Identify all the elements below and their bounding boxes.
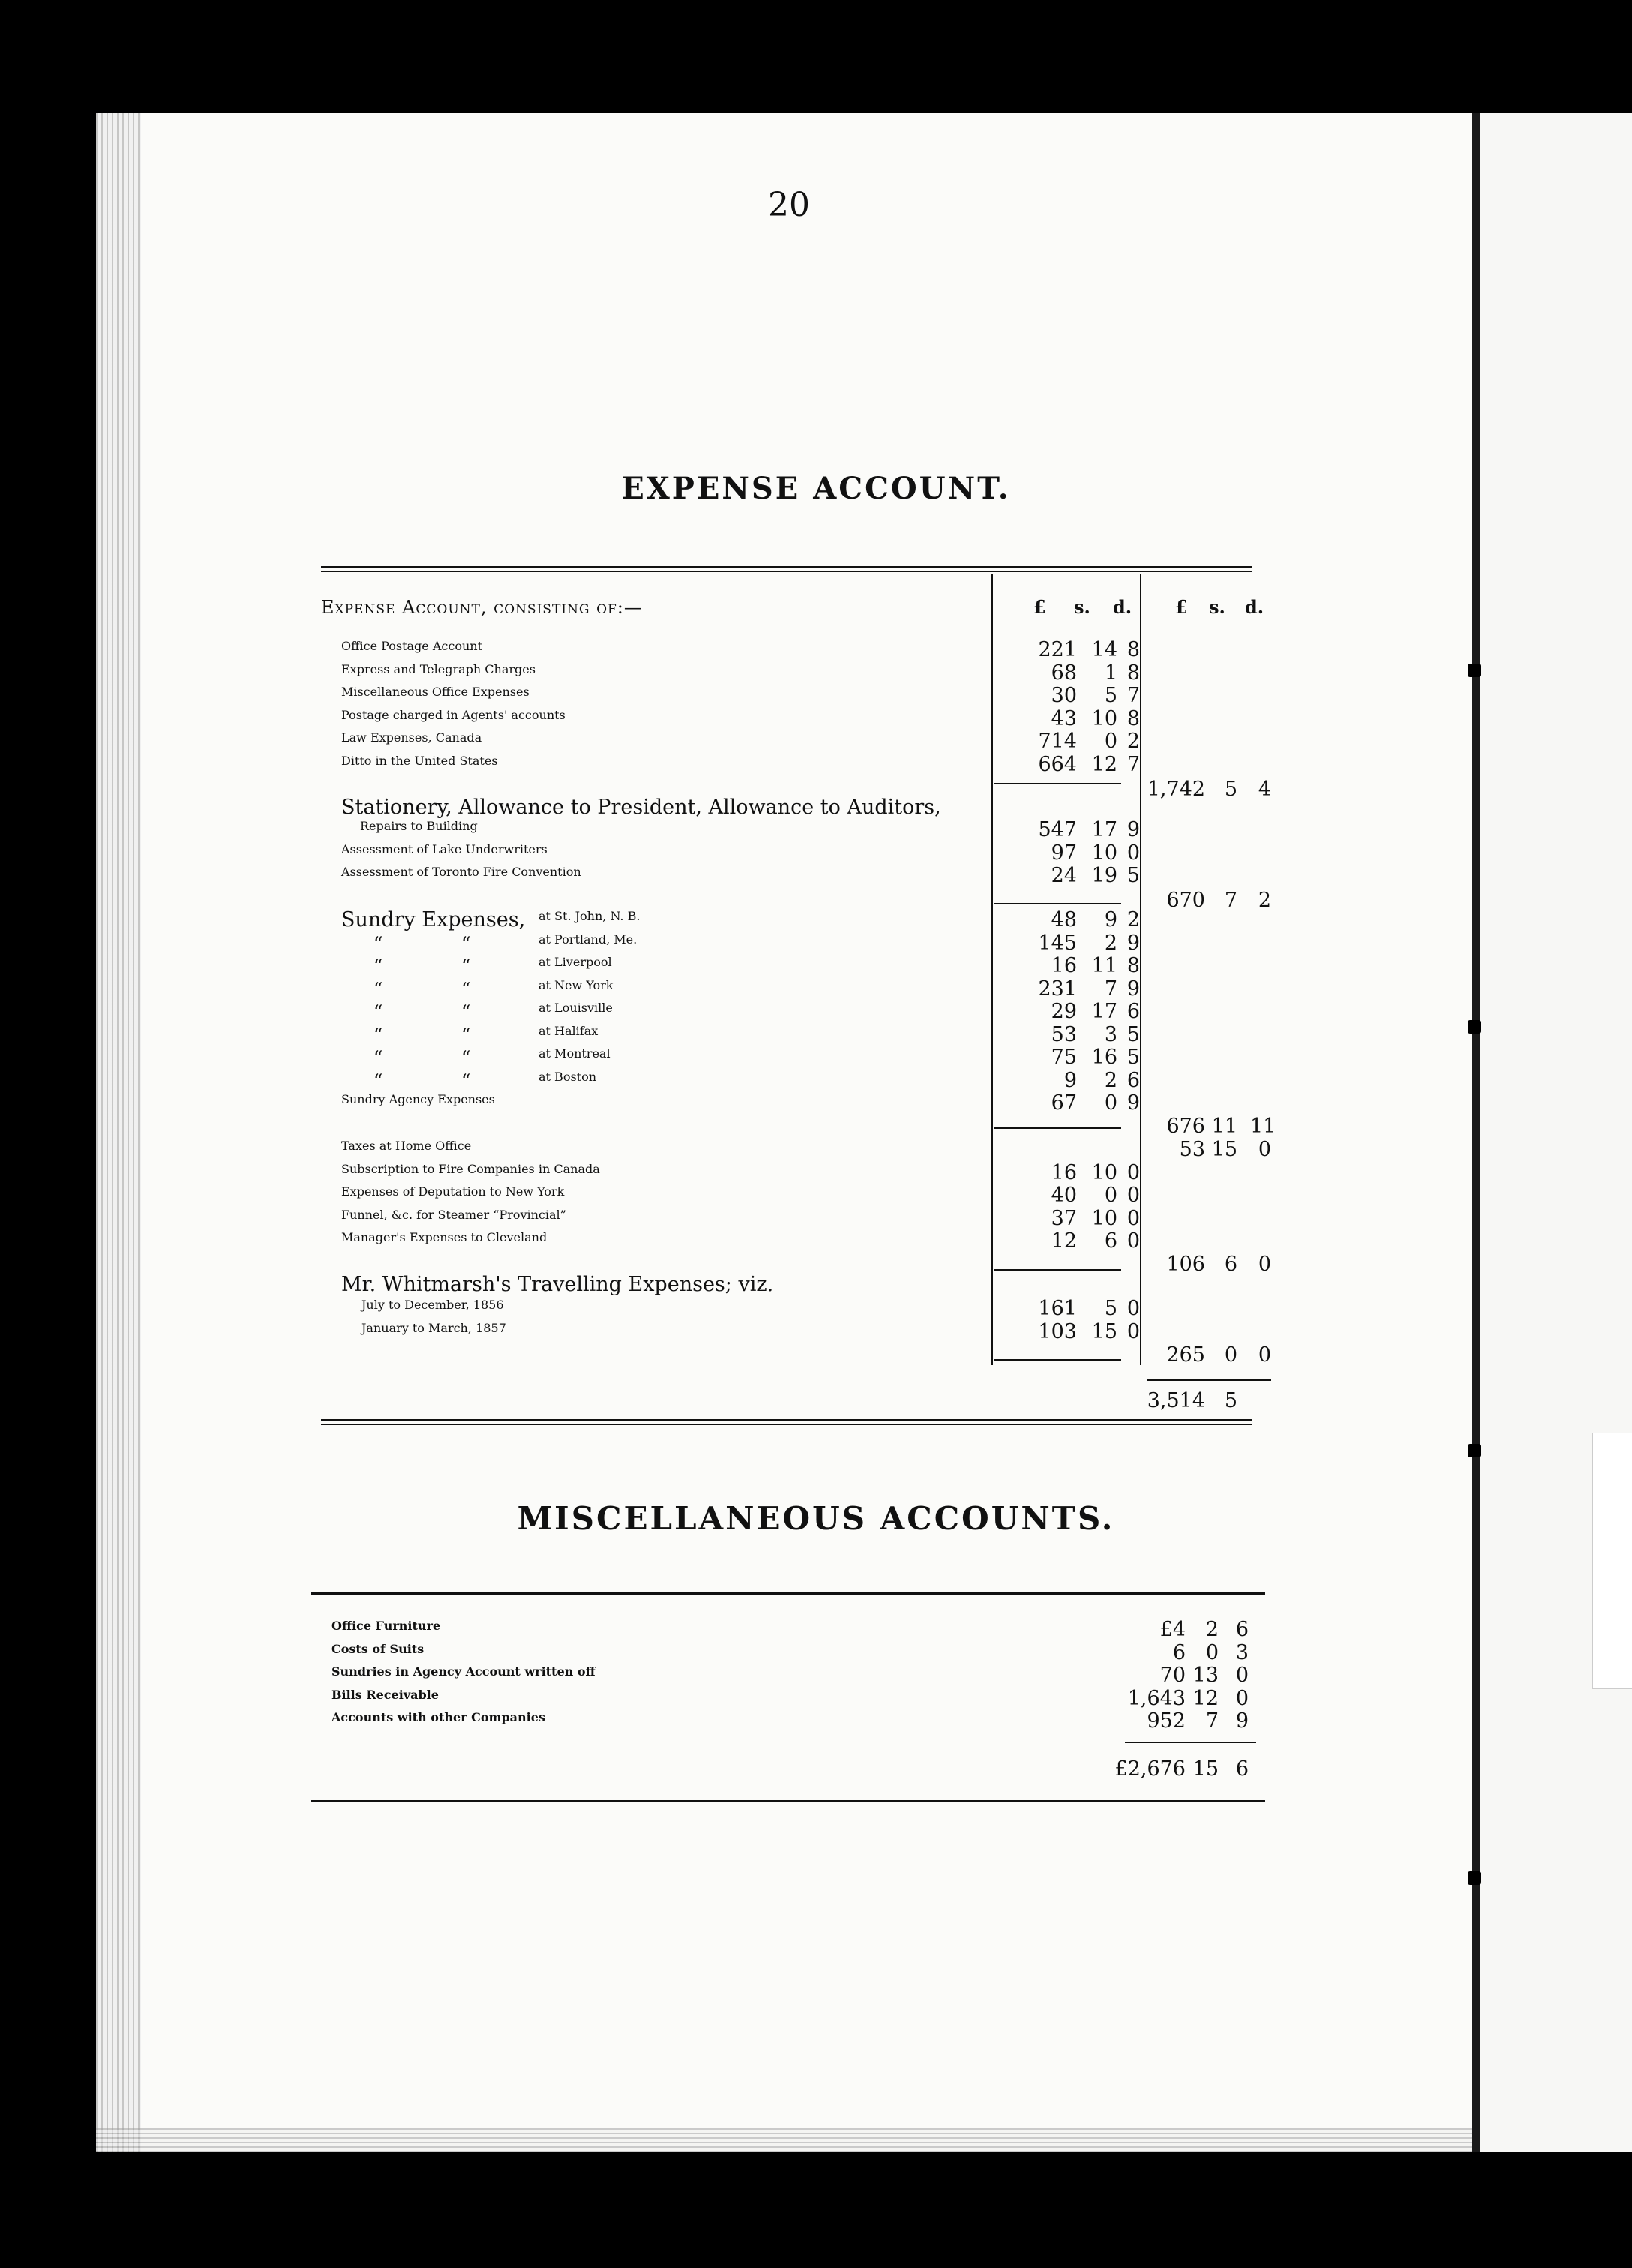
g2-row-0-pence: 9: [1126, 818, 1140, 842]
page-left-edge: [96, 112, 141, 2152]
g1-row-2-pounds: 30: [1051, 684, 1077, 707]
misc-row-3-pounds: 1,643: [1127, 1686, 1186, 1710]
g3-row-3-label: at New York: [538, 977, 614, 992]
miscellaneous-accounts-title: MISCELLANEOUS ACCOUNTS.: [517, 1500, 1115, 1537]
col-b-head-1: s.: [1209, 596, 1226, 618]
g3-row-2-pence: 8: [1126, 954, 1140, 977]
g4-row-1-pounds: 40: [1051, 1184, 1077, 1207]
g3-row-1-pence: 9: [1126, 931, 1140, 955]
g2-row-0-shillings: 17: [1091, 818, 1118, 842]
g1-row-1-pence: 8: [1126, 661, 1140, 685]
misc-row-1-pence: 3: [1235, 1640, 1249, 1664]
g1-row-4-shillings: 0: [1104, 730, 1118, 753]
g5-row-1-pounds: 103: [1038, 1319, 1077, 1343]
g2-row-1-label: Assessment of Lake Underwriters: [341, 842, 548, 856]
g5-total-pence: 0: [1258, 1343, 1271, 1366]
g5-row-1-label: January to March, 1857: [362, 1320, 506, 1335]
expense-top-rule: [321, 566, 1252, 568]
g1-row-0-pence: 8: [1126, 638, 1140, 662]
misc-row-0-pence: 6: [1235, 1618, 1249, 1641]
g3-row-0-shillings: 9: [1104, 908, 1118, 932]
g2-total-pence: 2: [1258, 889, 1271, 912]
misc-total-shillings: 15: [1192, 1757, 1219, 1780]
expense-bottom-rule: [321, 1419, 1252, 1421]
g1-row-4-label: Law Expenses, Canada: [341, 730, 482, 745]
g1-row-1-shillings: 1: [1104, 661, 1118, 685]
g1-row-5-label: Ditto in the United States: [341, 753, 498, 768]
col-b-head-2: d.: [1245, 596, 1264, 618]
col-a-head-1: s.: [1074, 596, 1090, 618]
g5-row-0-shillings: 5: [1104, 1297, 1118, 1320]
misc-bottom-rule: [311, 1800, 1265, 1802]
g3-agency-pence: 9: [1126, 1091, 1140, 1114]
g3-agency-label: Sundry Agency Expenses: [341, 1092, 495, 1106]
g2-row-1-pence: 0: [1126, 841, 1140, 865]
g2-row-2-label: Assessment of Toronto Fire Convention: [341, 865, 581, 879]
g3-row-5-shillings: 3: [1104, 1022, 1118, 1046]
g3-ditto-a-3: “: [374, 978, 383, 1000]
g3-agency-pounds: 67: [1051, 1091, 1077, 1114]
g1-row-0-pounds: 221: [1038, 638, 1077, 662]
g3-row-7-pounds: 9: [1064, 1068, 1077, 1092]
g3-agency-shillings: 0: [1104, 1091, 1118, 1114]
g1-row-2-shillings: 5: [1104, 684, 1118, 707]
g4-row-2-shillings: 10: [1091, 1206, 1118, 1230]
g3-ditto-b-5: “: [461, 1024, 471, 1046]
g3-total-pence: 11: [1250, 1114, 1276, 1138]
g1-row-1-label: Express and Telegraph Charges: [341, 662, 536, 676]
g4-row-3-pounds: 12: [1051, 1229, 1077, 1252]
g4-total-shillings: 6: [1224, 1252, 1238, 1276]
g1-row-1-pounds: 68: [1051, 661, 1077, 685]
g3-row-5-pence: 5: [1126, 1022, 1140, 1046]
g3-row-4-pence: 6: [1126, 1000, 1140, 1023]
misc-row-0-shillings: 2: [1205, 1618, 1219, 1641]
g1-row-2-pence: 7: [1126, 684, 1140, 707]
g4-total-pounds: 106: [1166, 1252, 1205, 1276]
g3-row-3-shillings: 7: [1104, 976, 1118, 1000]
grand-total-rule: [1148, 1379, 1271, 1381]
g4-row-2-pounds: 37: [1051, 1206, 1077, 1230]
misc-row-2-label: Sundries in Agency Account written off: [332, 1664, 596, 1678]
g3-row-3-pence: 9: [1126, 976, 1140, 1000]
g1-total-pounds: 1,742: [1147, 778, 1205, 801]
grand-total-shillings: 5: [1224, 1389, 1238, 1412]
g1-row-3-pounds: 43: [1051, 706, 1077, 730]
misc-row-0-pounds: £4: [1160, 1618, 1186, 1641]
misc-row-3-label: Bills Receivable: [332, 1687, 439, 1702]
g5-total-pounds: 265: [1166, 1343, 1205, 1366]
misc-row-4-label: Accounts with other Companies: [332, 1710, 545, 1724]
misc-row-2-shillings: 13: [1192, 1664, 1219, 1687]
taxes-label: Taxes at Home Office: [341, 1138, 472, 1153]
g3-row-5-label: at Halifax: [538, 1023, 598, 1038]
g3-row-5-pounds: 53: [1051, 1022, 1077, 1046]
col-a-head-0: £: [1034, 596, 1046, 618]
misc-row-1-label: Costs of Suits: [332, 1641, 424, 1656]
g1-row-5-pounds: 664: [1038, 752, 1077, 776]
g1-row-3-pence: 8: [1126, 706, 1140, 730]
g5-row-1-pence: 0: [1126, 1319, 1140, 1343]
g3-row-1-pounds: 145: [1038, 931, 1077, 955]
g2-row-2-pence: 5: [1126, 864, 1140, 887]
g5-total-shillings: 0: [1224, 1343, 1238, 1366]
g1-row-4-pounds: 714: [1038, 730, 1077, 753]
g4-row-1-pence: 0: [1126, 1184, 1140, 1207]
g3-row-7-label: at Boston: [538, 1069, 597, 1084]
g3-row-6-pence: 5: [1126, 1046, 1140, 1069]
g3-ditto-a-5: “: [374, 1024, 383, 1046]
g3-ditto-b-4: “: [461, 1001, 471, 1022]
g3-total-shillings: 11: [1211, 1114, 1238, 1138]
expense-bottom-rule-thin: [321, 1424, 1252, 1425]
g5-row-0-label: July to December, 1856: [362, 1298, 504, 1312]
g3-prefix: Sundry Expenses,: [341, 908, 526, 932]
g3-row-2-label: at Liverpool: [538, 955, 612, 969]
g3-ditto-a-4: “: [374, 1001, 383, 1022]
g1-row-0-shillings: 14: [1091, 638, 1118, 662]
g3-total-pounds: 676: [1166, 1114, 1205, 1138]
g4-row-0-pounds: 16: [1051, 1160, 1077, 1184]
misc-row-4-pence: 9: [1235, 1709, 1249, 1732]
g3-row-0-label: at St. John, N. B.: [538, 909, 640, 923]
g2-row-2-pounds: 24: [1051, 864, 1077, 887]
g3-row-6-shillings: 16: [1091, 1046, 1118, 1069]
page-bottom-edge: [96, 2128, 1472, 2152]
g3-ditto-b-7: “: [461, 1070, 471, 1091]
misc-row-3-shillings: 12: [1192, 1686, 1219, 1710]
g3-row-2-pounds: 16: [1051, 954, 1077, 977]
misc-row-1-shillings: 0: [1205, 1640, 1219, 1664]
g3-row-4-label: at Louisville: [538, 1000, 613, 1015]
g4-row-0-pence: 0: [1126, 1160, 1140, 1184]
g1-row-2-label: Miscellaneous Office Expenses: [341, 685, 530, 699]
misc-row-4-shillings: 7: [1205, 1709, 1219, 1732]
facing-page-strip: [1472, 112, 1632, 2152]
g1-row-5-shillings: 12: [1091, 752, 1118, 776]
g1-row-3-label: Postage charged in Agents' accounts: [341, 707, 566, 722]
g3-row-2-shillings: 11: [1091, 954, 1118, 977]
g3-row-1-label: at Portland, Me.: [538, 932, 638, 946]
g3-row-0-pence: 2: [1126, 908, 1140, 932]
g2-row-0-pounds: 547: [1038, 818, 1077, 842]
g5-row-0-pence: 0: [1126, 1297, 1140, 1320]
g4-row-3-pence: 0: [1126, 1229, 1140, 1252]
misc-row-2-pounds: 70: [1160, 1664, 1186, 1687]
g5-head: Mr. Whitmarsh's Travelling Expenses; viz.: [341, 1273, 774, 1296]
g4-row-2-pence: 0: [1126, 1206, 1140, 1230]
misc-total-pence: 6: [1235, 1757, 1249, 1780]
g1-row-3-shillings: 10: [1091, 706, 1118, 730]
g2-row-1-shillings: 10: [1091, 841, 1118, 865]
taxes-pence: 0: [1258, 1138, 1271, 1161]
misc-total-rule: [1125, 1742, 1256, 1743]
g3-ditto-a-2: “: [374, 956, 383, 976]
column-divider-b: [1140, 574, 1142, 1365]
g3-row-6-pounds: 75: [1051, 1046, 1077, 1069]
g4-row-3-label: Manager's Expenses to Cleveland: [341, 1230, 548, 1244]
g3-ditto-a-6: “: [374, 1047, 383, 1068]
g3-row-4-shillings: 17: [1091, 1000, 1118, 1023]
g2-row-0-label: Repairs to Building: [360, 819, 478, 833]
g3-row-0-pounds: 48: [1051, 908, 1077, 932]
expense-header-label: Expense Account, consisting of:—: [321, 597, 643, 618]
g3-ditto-b-6: “: [461, 1047, 471, 1068]
g4-row-0-label: Subscription to Fire Companies in Canada: [341, 1161, 600, 1176]
misc-total-pounds: £2,676: [1114, 1757, 1186, 1780]
g5-row-1-shillings: 15: [1091, 1319, 1118, 1343]
g3-row-3-pounds: 231: [1038, 976, 1077, 1000]
misc-row-3-pence: 0: [1235, 1686, 1249, 1710]
col-a-head-2: d.: [1113, 596, 1132, 618]
g1-total-pence: 4: [1258, 778, 1271, 801]
col-b-head-0: £: [1175, 596, 1188, 618]
misc-top-rule: [311, 1592, 1265, 1594]
g4-row-3-shillings: 6: [1104, 1229, 1118, 1252]
g3-row-7-pence: 6: [1126, 1068, 1140, 1092]
grand-total-pounds: 3,514: [1147, 1389, 1205, 1412]
g4-row-0-shillings: 10: [1091, 1160, 1118, 1184]
misc-row-4-pounds: 952: [1147, 1709, 1186, 1732]
g3-row-7-shillings: 2: [1104, 1068, 1118, 1092]
taxes-shillings: 15: [1211, 1138, 1238, 1161]
g3-ditto-b-2: “: [461, 956, 471, 976]
g2-total-shillings: 7: [1224, 889, 1238, 912]
g3-row-4-pounds: 29: [1051, 1000, 1077, 1023]
g4-row-2-label: Funnel, &c. for Steamer “Provincial”: [341, 1207, 566, 1222]
g4-row-1-label: Expenses of Deputation to New York: [341, 1184, 565, 1198]
g4-row-1-shillings: 0: [1104, 1184, 1118, 1207]
expense-account-title: EXPENSE ACCOUNT.: [621, 471, 1011, 506]
misc-row-0-label: Office Furniture: [332, 1618, 441, 1633]
g1-total-shillings: 5: [1224, 778, 1238, 801]
misc-row-1-pounds: 6: [1172, 1640, 1186, 1664]
g3-row-1-shillings: 2: [1104, 931, 1118, 955]
g3-ditto-b-1: “: [461, 932, 471, 954]
g3-ditto-b-3: “: [461, 978, 471, 1000]
g1-row-5-pence: 7: [1126, 752, 1140, 776]
taxes-pounds: 53: [1179, 1138, 1205, 1161]
g2-total-pounds: 670: [1166, 889, 1205, 912]
g3-ditto-a-1: “: [374, 932, 383, 954]
g5-row-0-pounds: 161: [1038, 1297, 1077, 1320]
g1-row-4-pence: 2: [1126, 730, 1140, 753]
g4-total-pence: 0: [1258, 1252, 1271, 1276]
g3-ditto-a-7: “: [374, 1070, 383, 1091]
g2-line1: Stationery, Allowance to President, Allowance to Auditors,: [341, 796, 941, 819]
misc-row-2-pence: 0: [1235, 1664, 1249, 1687]
g2-row-2-shillings: 19: [1091, 864, 1118, 887]
g2-row-1-pounds: 97: [1051, 841, 1077, 865]
g1-row-0-label: Office Postage Account: [341, 639, 482, 653]
page-number: 20: [768, 186, 810, 224]
g3-row-6-label: at Montreal: [538, 1046, 610, 1060]
